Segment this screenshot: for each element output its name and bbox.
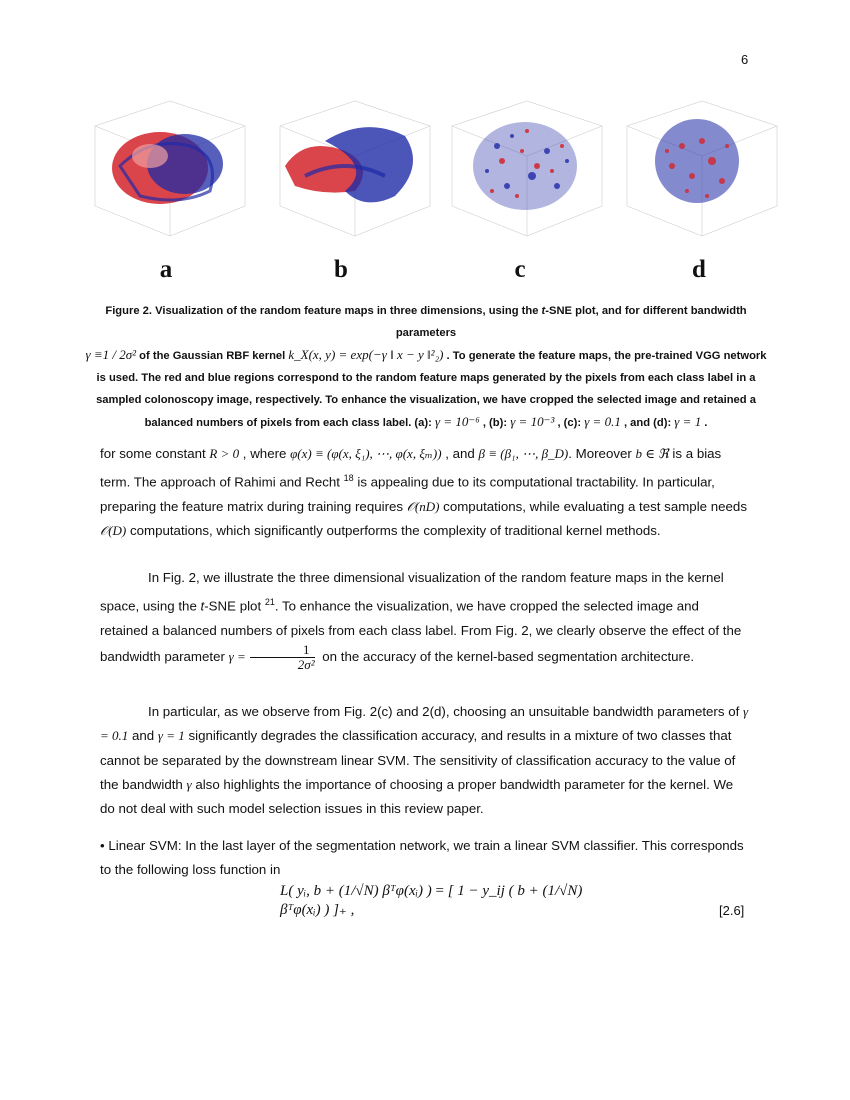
body-text: • Linear SVM: In the last layer of the segmentation network, we train a linear SVM classifier. This corresponds to the following loss function in bbox=[100, 838, 744, 878]
caption-text: of the Gaussian RBF kernel bbox=[136, 350, 289, 362]
body-text: is a bias term. The approach of Rahimi and Recht bbox=[100, 446, 722, 490]
body-text: , where bbox=[239, 446, 291, 461]
fraction-one-over-two-sigma-squared bbox=[250, 643, 315, 672]
body-text: for some constant bbox=[100, 446, 210, 461]
math-inline: φ(x) ≡ (φ(x, ξ₁), ⋯, φ(x, ξₘ)) bbox=[290, 446, 442, 461]
plot-c-graphic bbox=[437, 96, 612, 244]
body-text: computations, which significantly outperforms the complexity of traditional kernel methods. bbox=[126, 523, 661, 539]
caption-tsne-italic: t bbox=[541, 305, 546, 317]
math-inline: R > 0 bbox=[209, 446, 240, 461]
body-text: is appealing due to its computational tractability. In particular, preparing the feature matrix during training requires bbox=[100, 474, 715, 515]
caption-gamma-c: γ = 0.1 bbox=[584, 414, 621, 429]
caption-gamma-definition: γ ≡1 / 2σ² bbox=[85, 347, 137, 362]
figure-panel-a bbox=[80, 96, 255, 244]
caption-text: is used. The red and blue regions correspond to the random feature maps generated by the pixels from each class label in a sampled colonoscopy image, respectively. To enhance the visualization, we have cropped the selected image and retained a balanced numbers of pixels from each class label. bbox=[96, 372, 756, 429]
figure-panel-c bbox=[437, 96, 612, 244]
math-inline: β ≡ (β₁, ⋯, β_D) bbox=[478, 446, 569, 461]
body-text: significantly degrades the classification accuracy, and results in a mixture of two classes that cannot be separated by the downstream linear SVM. The sensitivity of classification accuracy to the value of the bandwidth bbox=[100, 728, 736, 792]
body-text: , and bbox=[441, 446, 479, 461]
figure-panel-b bbox=[265, 96, 440, 244]
plot-a-graphic bbox=[80, 96, 255, 244]
panel-label-c: c bbox=[514, 256, 526, 283]
equation-2-6 bbox=[280, 883, 620, 933]
body-text: In Fig. 2, we illustrate the three dimensional visualization of the random feature maps in the kernel space, using the bbox=[100, 570, 724, 614]
body-text: -SNE plot bbox=[204, 598, 265, 614]
body-text: on the accuracy of the kernel-based segmentation architecture. bbox=[318, 649, 695, 665]
panel-label-d: d bbox=[692, 256, 706, 283]
equation-number: [2.6] bbox=[719, 903, 745, 918]
body-text: computations, while evaluating a test sample needs bbox=[439, 499, 747, 515]
caption-text: Figure 2. Visualization of the random feature maps in three dimensions, using the bbox=[105, 305, 542, 317]
tsne-italic: t bbox=[200, 598, 205, 614]
math-inline: γ = 0.1 bbox=[100, 704, 749, 744]
plot-d-graphic bbox=[612, 96, 787, 244]
reference-superscript: 18 bbox=[343, 473, 354, 484]
paragraph-3 bbox=[100, 700, 750, 821]
equation-rhs: [ 1 − y_ij ( b + (1/√N) βᵀφ(xᵢ) ) ]₊ , bbox=[280, 883, 583, 918]
body-text: and bbox=[128, 728, 158, 744]
math-inline: 𝒪(nD) bbox=[406, 499, 440, 515]
math-inline: 𝒪(D) bbox=[100, 523, 127, 539]
caption-gamma-d: γ = 1 bbox=[674, 414, 702, 429]
body-text: . Moreover bbox=[568, 446, 636, 461]
caption-text: , (b): bbox=[479, 417, 511, 429]
caption-text: , and (d): bbox=[620, 417, 675, 429]
figure-caption bbox=[80, 300, 772, 434]
page-number: 6 bbox=[741, 52, 749, 67]
equation-lhs: L( yᵢ, b + (1/√N) βᵀφ(xᵢ) ) bbox=[280, 883, 432, 899]
plot-b-graphic bbox=[265, 96, 440, 244]
fraction-denominator: 2σ² bbox=[297, 657, 315, 673]
body-text: also highlights the importance of choosing a proper bandwidth parameter for the kernel. We do not deal with such model selection issues in this review paper. bbox=[100, 776, 734, 817]
body-text: In particular, as we observe from Fig. 2(c) and 2(d), choosing an unsuitable bandwidth parameters of bbox=[148, 704, 743, 719]
paragraph-1 bbox=[100, 442, 750, 544]
math-gamma: γ = bbox=[228, 649, 246, 665]
paragraph-4 bbox=[100, 834, 750, 883]
caption-text: . bbox=[701, 417, 708, 429]
caption-text: -SNE plot, and for different bandwidth parameters bbox=[395, 305, 747, 339]
caption-gamma-b: γ = 10⁻³ bbox=[510, 414, 555, 429]
caption-text: , (c): bbox=[554, 417, 585, 429]
figure-panel-d bbox=[612, 96, 787, 244]
body-text: . To enhance the visualization, we have cropped the selected image and retained a balanced numbers of pixels from each class label. From Fig. 2, we clearly observe the effect of the bandwidth parameter bbox=[100, 598, 742, 665]
math-inline: γ bbox=[186, 776, 192, 792]
math-inline: b ∈ ℜ bbox=[635, 446, 669, 461]
math-inline: γ = 1 bbox=[157, 728, 185, 744]
panel-label-b: b bbox=[334, 256, 348, 283]
paragraph-2 bbox=[100, 566, 750, 672]
equation-equals: = bbox=[435, 883, 444, 899]
caption-gamma-a: γ = 10⁻⁶ bbox=[434, 414, 480, 429]
caption-text: . To generate the feature maps, the pre-trained VGG network bbox=[443, 350, 767, 362]
caption-kernel-expression: k_X(x, y) = exp(−γ ‖ x − y ‖²₂) bbox=[288, 347, 444, 362]
fraction-numerator: 1 bbox=[250, 643, 315, 658]
caption-text: (a): bbox=[411, 417, 435, 429]
reference-superscript: 21 bbox=[264, 597, 275, 608]
panel-label-a: a bbox=[159, 256, 173, 283]
